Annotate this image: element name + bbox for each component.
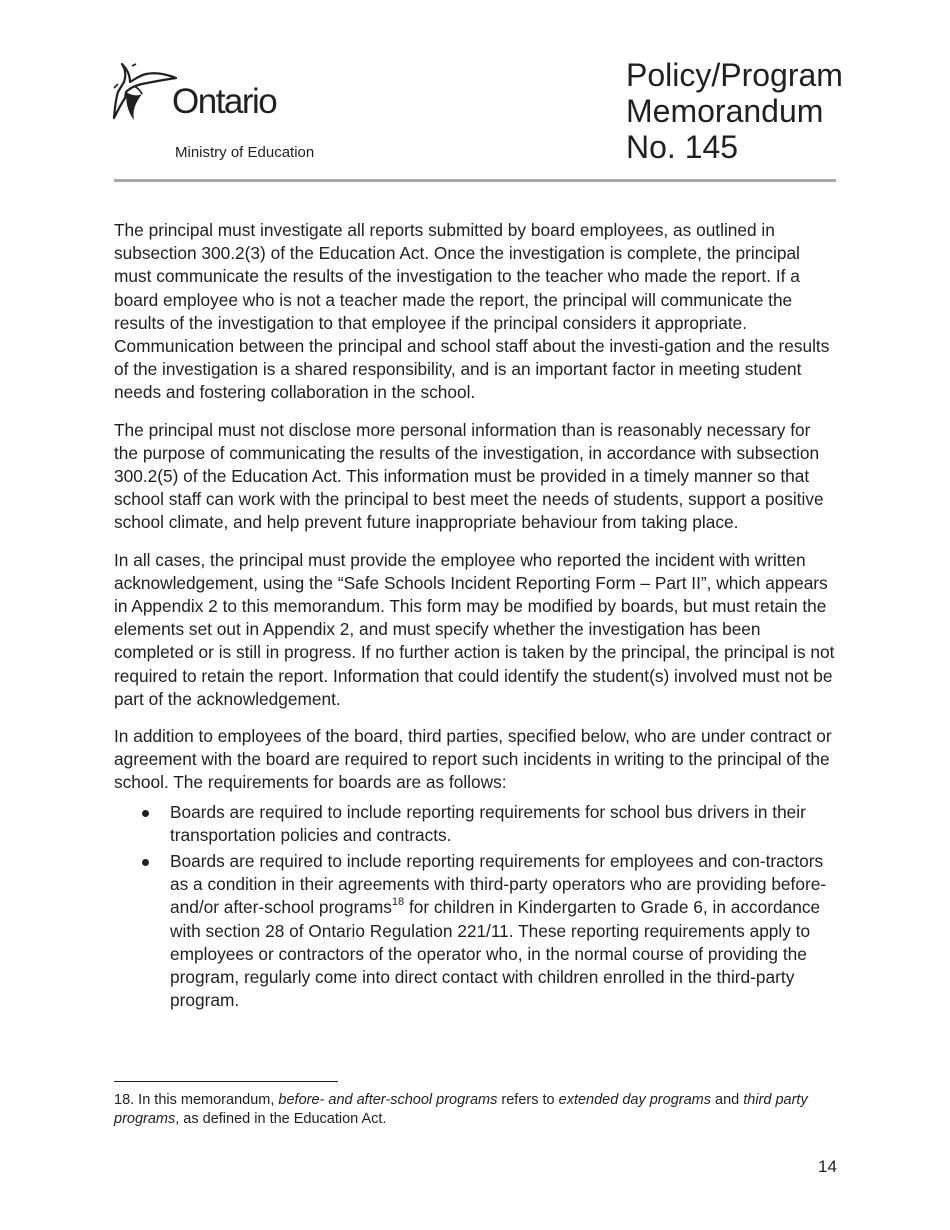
footnote-term: before- and after-school programs xyxy=(278,1092,498,1108)
paragraph-disclosure: The principal must not disclose more personal information than is reasonably necessary for the purpose of communicating the results of the investigation, in accordance with subsection 300.2(5) of the Education Act. This information must be provided in a timely manner so that school staff can work with the principal to best meet the needs of students, support a positive school climate, and help prevent future inappropriate behaviour from taking place. xyxy=(114,419,824,533)
list-item-text-end: for children in Kindergarten to Grade 6, in accordance with section 28 of Ontario Regulation 221/11. These reporting requirements apply to employees or contractors of the operator who, in the normal course of providing the program, regularly come into direct contact with children enrolled in the third-party program. xyxy=(170,897,821,1011)
list-item-text: Boards are required to include reporting requirements for school bus drivers in their transportation policies and contracts. xyxy=(170,801,806,845)
title-line-1: Policy/Program xyxy=(626,57,843,93)
ministry-name: Ministry of Education xyxy=(175,144,315,161)
footnote-text: refers to xyxy=(497,1092,559,1108)
memo-body xyxy=(114,219,839,1016)
document-title xyxy=(626,57,843,165)
title-line-2: Memorandum xyxy=(626,93,824,129)
footnote-term: third party programs xyxy=(114,1092,808,1127)
bullet-icon xyxy=(142,810,149,817)
footnote-divider xyxy=(114,1081,338,1082)
footnote-text: and xyxy=(710,1092,744,1108)
list-item xyxy=(114,850,839,1012)
ontario-wordmark: Ontario xyxy=(172,82,277,121)
footnote-number: 18. In this memorandum, xyxy=(114,1092,279,1108)
list-item xyxy=(114,801,839,847)
page-number: 14 xyxy=(818,1157,837,1176)
paragraph-acknowledgement: In all cases, the principal must provide the employee who reported the incident with written acknowledgement, using the “Safe Schools Incident Reporting Form – Part II”, which appears in Appendix 2 to this memorandum. This form may be modified by boards, but must retain the elements set out in Appendix 2, and must specify whether the investigation has been completed or is still in progress. If no further action is taken by the principal, the principal is not required to retain the report. Information that could identify the student(s) involved must not be part of the acknowledgement. xyxy=(114,549,835,709)
bullet-icon xyxy=(142,859,149,866)
requirements-list xyxy=(114,801,839,1013)
header-divider xyxy=(114,179,836,182)
footnote-text: , as defined in the Education Act. xyxy=(175,1111,387,1127)
footnote-reference: 18 xyxy=(391,895,405,908)
paragraph-investigation: The principal must investigate all reports submitted by board employees, as outlined in subsection 300.2(3) of the Education Act. Once the investigation is complete, the principal must communicate the results of the investigation to the teacher who made the report. If a board employee who is not a teacher made the report, the principal will communicate the results of the investigation to that employee if the principal considers it appropriate. Communication between the principal and school staff about the investi-gation and the results of the investigation is a shared responsibility, and is an important factor in meeting student needs and fostering collaboration in the school. xyxy=(114,220,830,403)
footnote-term: extended day programs xyxy=(558,1092,711,1108)
title-line-3: No. 145 xyxy=(626,129,739,165)
ontario-trillium-logo-icon xyxy=(112,62,178,122)
footnote xyxy=(114,1091,839,1129)
paragraph-third-parties: In addition to employees of the board, third parties, specified below, who are under contract or agreement with the board are required to report such incidents in writing to the principal of the school. The requirements for boards are as follows: xyxy=(114,726,832,793)
list-item-text-start: Boards are required to include reporting requirements for employees and con-tractors as a condition in their agreements with third-party operators who are providing before- and/or after-school programs xyxy=(170,851,827,918)
